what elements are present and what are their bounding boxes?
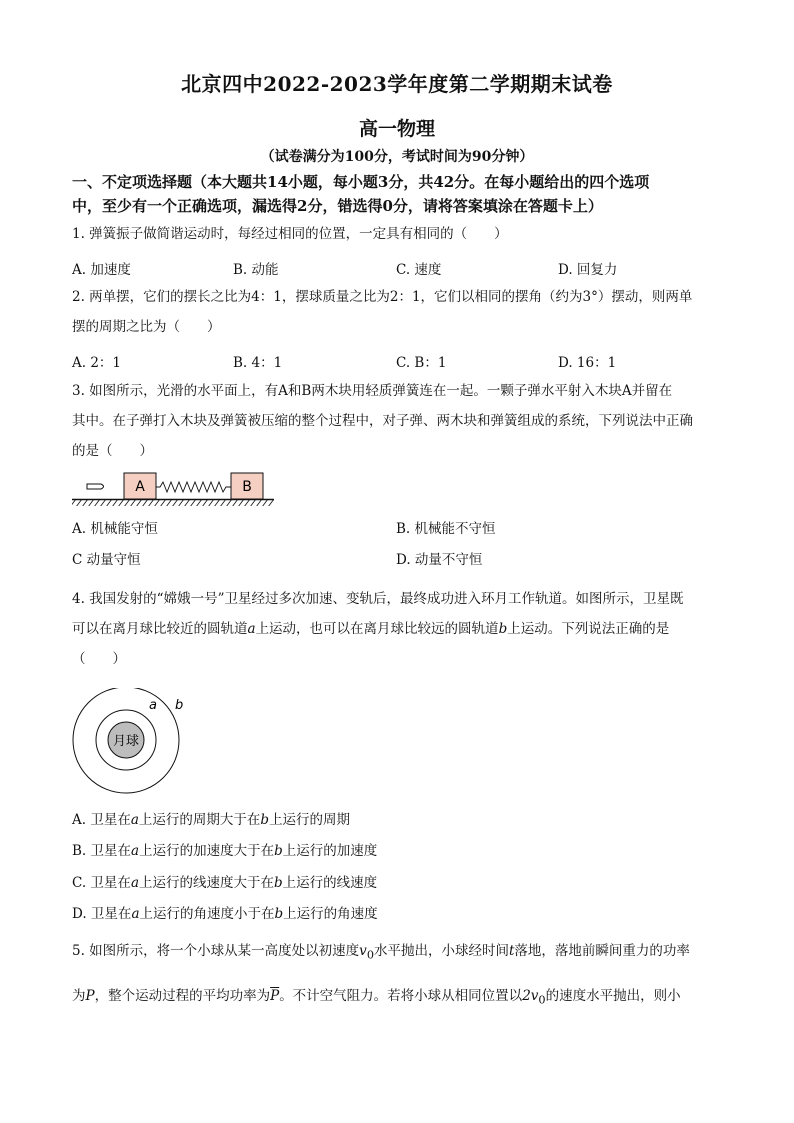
question-3-option-c: C 动量守恒 [72,552,141,568]
question-4-stem-line-1: 4. 我国发射的“嫦娥一号”卫星经过多次加速、变轨后，最终成功进入环月工作轨道。如图所示，卫星既 [72,591,684,607]
question-3-option-d: D. 动量不守恒 [396,552,483,568]
section-heading [72,170,732,218]
question-1-stem: 1. 弹簧振子做简谐运动时，每经过相同的位置，一定具有相同的（ ） [72,226,508,242]
question-5-stem-line-2: 为P，整个运动过程的平均功率为$\overline{P}$。不计空气阻力。若将小球从相同位置以$2v_0$的速度水平抛出，则小 [72,987,681,1007]
moon-label: 月球 [112,734,140,749]
orbit-a-label: a [149,698,157,713]
question-4-option-a: A. 卫星在a上运行的周期大于在b上运行的周期 [72,812,351,828]
ground-hatch [72,500,274,506]
question-5-stem [72,931,732,1020]
moon-orbit-figure [70,688,188,796]
question-2-option-b: B. 4：1 [233,355,283,371]
question-1-option-a: A. 加速度 [72,262,131,278]
question-3-option-b: B. 机械能不守恒 [396,521,496,537]
question-4-stem [72,584,732,674]
question-2-option-d: D. 16：1 [558,355,617,371]
question-1-option-d: D. 回复力 [558,262,618,278]
question-3-stem-line-3: 的是（ ） [72,443,153,459]
page-title: 北京四中2022-2023学年度第二学期期末试卷 [181,72,613,96]
question-1-option-b: B. 动能 [233,262,279,278]
question-2-option-c: C. B：1 [396,355,447,371]
subject-title: 高一物理 [358,118,435,140]
question-4-stem-line-3: （ ） [72,651,126,667]
block-a-label: A [135,479,145,495]
question-2-option-a: A. 2：1 [72,355,122,371]
question-4-stem-line-2: 可以在离月球比较近的圆轨道a上运动，也可以在离月球比较远的圆轨道b上运动。下列说法正确的是 [72,621,670,637]
section-heading-line-1: 一、不定项选择题（本大题共14小题，每小题3分，共42分。在每小题给出的四个选项 [72,173,650,191]
question-4-option-d: D. 卫星在a上运行的角速度小于在b上运行的角速度 [72,906,378,922]
spring [156,482,231,492]
question-2-stem-line-2: 摆的周期之比为（ ） [72,319,221,335]
exam-note: （试卷满分为100分，考试时间为90分钟） [260,149,534,165]
section-heading-line-2: 中，至少有一个正确选项，漏选得2分，错选得0分，请将答案填涂在答题卡上） [72,197,603,215]
orbit-b-label: b [175,698,184,713]
question-4-option-c: C. 卫星在a上运行的线速度大于在b上运行的线速度 [72,875,378,891]
question-3-stem [72,376,732,466]
question-3-stem-line-1: 3. 如图所示，光滑的水平面上，有A和B两木块用轻质弹簧连在一起。一颗子弹水平射入木块A并留在 [72,383,673,399]
block-b-label: B [242,479,252,495]
question-2-stem [72,282,732,342]
bullet-icon [87,484,104,489]
question-2-stem-line-1: 2. 两单摆，它们的摆长之比为4：1，摆球质量之比为2：1，它们以相同的摆角（约为3°）摆动，则两单 [72,289,693,305]
question-5-stem-line-1: 5. 如图所示，将一个小球从某一高度处以初速度$v_0$水平抛出，小球经时间t落地，落地前瞬间重力的功率 [72,943,690,962]
question-3-stem-line-2: 其中。在子弹打入木块及弹簧被压缩的整个过程中，对子弹、两木块和弹簧组成的系统，下列说法中正确 [72,413,693,429]
question-3-option-a: A. 机械能守恒 [72,521,158,537]
question-4-option-b: B. 卫星在a上运行的加速度大于在b上运行的加速度 [72,843,378,859]
question-1-option-c: C. 速度 [396,262,442,278]
spring-blocks-figure [70,467,280,507]
